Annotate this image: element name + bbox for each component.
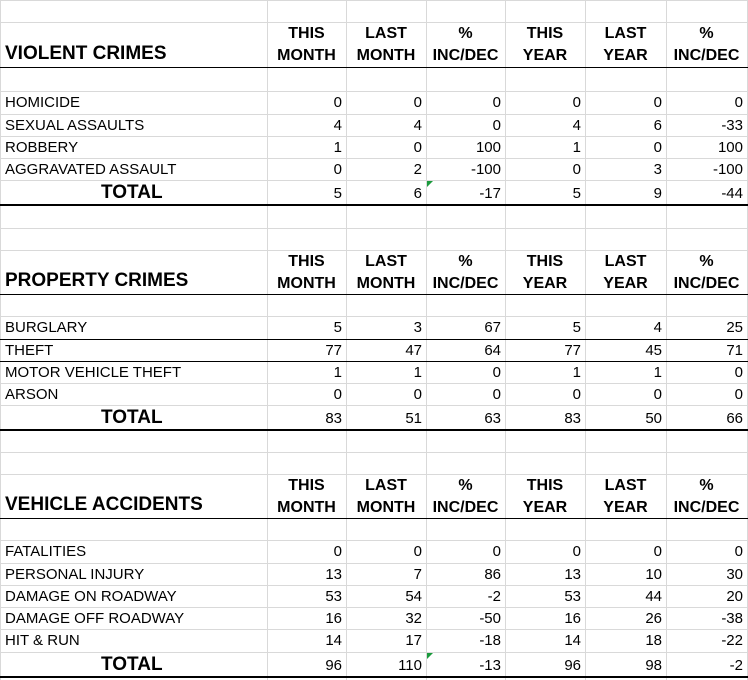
cell-value[interactable]: 0	[492, 94, 501, 111]
comment-indicator-icon[interactable]	[427, 181, 433, 187]
column-header-line1: LAST	[365, 477, 407, 494]
row-gridline	[0, 629, 748, 630]
cell-value[interactable]: -100	[470, 161, 501, 178]
cell-value[interactable]: 0	[413, 94, 422, 111]
column-header-line2: INC/DEC	[673, 275, 740, 292]
cell-value[interactable]: 0	[653, 139, 662, 156]
row-gridline	[0, 652, 748, 653]
cell-value[interactable]: 2	[413, 161, 422, 178]
column-header-line1: LAST	[604, 253, 647, 270]
cell-value[interactable]: 4	[572, 117, 581, 134]
cell-value[interactable]: 0	[333, 543, 342, 560]
total-value[interactable]: 50	[645, 410, 662, 427]
cell-value[interactable]: -50	[479, 610, 501, 627]
cell-value[interactable]: 0	[333, 161, 342, 178]
row-gridline	[0, 250, 748, 251]
column-header-line1: THIS	[526, 477, 564, 494]
cell-value[interactable]: 0	[492, 364, 501, 381]
column-header-line1: LAST	[604, 25, 647, 42]
row-label: BURGLARY	[5, 319, 88, 336]
row-gridline	[0, 158, 748, 159]
total-value[interactable]: -44	[721, 185, 743, 202]
section-title: VIOLENT CRIMES	[5, 43, 167, 64]
column-header-line1: %	[458, 477, 473, 494]
row-gridline	[0, 180, 748, 181]
cell-value[interactable]: 0	[413, 543, 422, 560]
row-label: PERSONAL INJURY	[5, 566, 145, 583]
cell-value[interactable]: 32	[405, 610, 422, 627]
column-header-line2: MONTH	[356, 275, 416, 292]
row-gridline	[0, 22, 748, 23]
header-bottom-border	[0, 518, 748, 519]
total-bottom-border	[0, 429, 748, 431]
row-label: AGGRAVATED ASSAULT	[5, 161, 177, 178]
column-header-line1: THIS	[288, 477, 325, 494]
cell-value[interactable]: 1	[333, 139, 342, 156]
cell-value[interactable]: 86	[484, 566, 501, 583]
cell-value[interactable]: 100	[717, 139, 743, 156]
cell-value[interactable]: -33	[721, 117, 743, 134]
cell-value[interactable]: 3	[413, 319, 422, 336]
column-header-line1: LAST	[365, 25, 407, 42]
column-header-line1: %	[458, 25, 473, 42]
row-gridline	[0, 405, 748, 406]
total-value[interactable]: 110	[398, 657, 422, 674]
column-header-line2: MONTH	[277, 275, 336, 292]
column-header-line1: THIS	[526, 253, 564, 270]
cell-value[interactable]: 53	[325, 588, 342, 605]
cell-value[interactable]: 0	[333, 94, 342, 111]
row-label: DAMAGE ON ROADWAY	[5, 588, 177, 605]
column-header-line1: %	[699, 477, 714, 494]
row-label: SEXUAL ASSAULTS	[5, 117, 145, 134]
column-header-line1: LAST	[365, 253, 407, 270]
cell-value[interactable]: 44	[645, 588, 662, 605]
total-label: TOTAL	[101, 182, 163, 203]
row-gridline	[0, 136, 748, 137]
column-header-line2: YEAR	[522, 275, 568, 292]
cell-value[interactable]: 5	[572, 319, 581, 336]
cell-value[interactable]: 47	[405, 342, 422, 359]
row-gridline	[0, 114, 748, 115]
cell-value[interactable]: 20	[726, 588, 743, 605]
row-gridline	[0, 91, 748, 92]
cell-value[interactable]: 18	[645, 632, 662, 649]
row-label: HIT & RUN	[5, 632, 80, 649]
total-value[interactable]: -13	[479, 657, 501, 674]
column-header-line2: YEAR	[522, 47, 568, 64]
column-header-line2: MONTH	[356, 499, 416, 516]
cell-value[interactable]: 54	[405, 588, 422, 605]
total-bottom-border	[0, 204, 748, 206]
row-label: MOTOR VEHICLE THEFT	[5, 364, 182, 381]
cell-value[interactable]: 4	[333, 117, 342, 134]
cell-value[interactable]: 67	[484, 319, 501, 336]
cell-value[interactable]: 0	[333, 386, 342, 403]
cell-value[interactable]: -18	[479, 632, 501, 649]
cell-value[interactable]: 1	[653, 364, 662, 381]
row-label: ROBBERY	[5, 139, 79, 156]
cell-value[interactable]: -38	[721, 610, 743, 627]
total-value[interactable]: 96	[325, 657, 342, 674]
cell-value[interactable]: -100	[712, 161, 743, 178]
cell-value[interactable]: 13	[564, 566, 581, 583]
cell-value[interactable]: 30	[726, 566, 743, 583]
cell-value[interactable]: 0	[734, 386, 743, 403]
cell-value[interactable]: 0	[734, 543, 743, 560]
cell-value[interactable]: 0	[734, 94, 743, 111]
column-header-line1: LAST	[604, 477, 647, 494]
column-gridline	[0, 0, 1, 680]
column-header-line1: THIS	[526, 25, 564, 42]
cell-value[interactable]: 6	[653, 117, 662, 134]
cell-value[interactable]: 0	[653, 386, 662, 403]
cell-value[interactable]: 7	[413, 566, 422, 583]
row-gridline	[0, 383, 748, 384]
cell-value[interactable]: 0	[572, 543, 581, 560]
row-label: HOMICIDE	[5, 94, 80, 111]
cell-value[interactable]: 0	[572, 94, 581, 111]
total-value[interactable]: 6	[413, 185, 422, 202]
row-gridline	[0, 0, 748, 1]
cell-value[interactable]: 25	[726, 319, 743, 336]
row-border	[0, 339, 748, 340]
cell-value[interactable]: 77	[325, 342, 342, 359]
total-value[interactable]: 63	[484, 410, 501, 427]
row-gridline	[0, 474, 748, 475]
column-header-line2: YEAR	[603, 499, 648, 516]
cell-value[interactable]: 1	[572, 139, 581, 156]
row-border	[0, 361, 748, 362]
total-label: TOTAL	[101, 654, 163, 675]
row-label: THEFT	[5, 342, 54, 359]
cell-value[interactable]: 5	[333, 319, 342, 336]
total-value[interactable]: -2	[729, 657, 743, 674]
cell-value[interactable]: 0	[572, 161, 581, 178]
column-header-line2: YEAR	[603, 275, 648, 292]
cell-value[interactable]: 0	[413, 386, 422, 403]
column-header-line2: INC/DEC	[432, 47, 499, 64]
column-header-line1: %	[699, 25, 714, 42]
cell-value[interactable]: 77	[564, 342, 581, 359]
cell-value[interactable]: -2	[487, 588, 501, 605]
row-gridline	[0, 540, 748, 541]
row-label: DAMAGE OFF ROADWAY	[5, 610, 185, 627]
section-title: PROPERTY CRIMES	[5, 270, 189, 291]
cell-value[interactable]: 17	[405, 632, 422, 649]
total-value[interactable]: 98	[645, 657, 662, 674]
section-title: VEHICLE ACCIDENTS	[5, 494, 203, 515]
column-header-line2: YEAR	[522, 499, 568, 516]
column-header-line2: INC/DEC	[432, 275, 499, 292]
cell-value[interactable]: 10	[645, 566, 662, 583]
cell-value[interactable]: 1	[572, 364, 581, 381]
total-label: TOTAL	[101, 407, 163, 428]
row-gridline	[0, 228, 748, 229]
cell-value[interactable]: 64	[484, 342, 501, 359]
header-bottom-border	[0, 67, 748, 68]
column-header-line1: THIS	[288, 25, 325, 42]
row-gridline	[0, 585, 748, 586]
cell-value[interactable]: 0	[492, 543, 501, 560]
cell-value[interactable]: 16	[564, 610, 581, 627]
cell-value[interactable]: 71	[726, 342, 743, 359]
cell-value[interactable]: 16	[325, 610, 342, 627]
column-header-line2: MONTH	[277, 47, 336, 64]
total-value[interactable]: 66	[726, 410, 743, 427]
total-value[interactable]: 83	[564, 410, 581, 427]
cell-value[interactable]: 1	[333, 364, 342, 381]
cell-value[interactable]: 45	[645, 342, 662, 359]
comment-indicator-icon[interactable]	[427, 653, 433, 659]
total-value[interactable]: 5	[333, 185, 342, 202]
total-value[interactable]: 51	[405, 410, 422, 427]
column-header-line1: %	[699, 253, 714, 270]
column-header-line2: MONTH	[356, 47, 416, 64]
cell-value[interactable]: 14	[564, 632, 581, 649]
total-value[interactable]: 5	[572, 185, 581, 202]
cell-value[interactable]: 0	[734, 364, 743, 381]
row-label: FATALITIES	[5, 543, 87, 560]
row-gridline	[0, 607, 748, 608]
column-header-line2: INC/DEC	[673, 47, 740, 64]
cell-value[interactable]: 14	[325, 632, 342, 649]
total-bottom-border	[0, 676, 748, 678]
cell-value[interactable]: 13	[325, 566, 342, 583]
cell-value[interactable]: 53	[564, 588, 581, 605]
cell-value[interactable]: 0	[572, 386, 581, 403]
cell-value[interactable]: 0	[653, 94, 662, 111]
cell-value[interactable]: 4	[653, 319, 662, 336]
cell-value[interactable]: 0	[492, 117, 501, 134]
column-header-line1: %	[458, 253, 473, 270]
row-gridline	[0, 316, 748, 317]
cell-value[interactable]: 0	[413, 139, 422, 156]
cell-value[interactable]: -22	[721, 632, 743, 649]
column-header-line2: INC/DEC	[673, 499, 740, 516]
cell-value[interactable]: 3	[653, 161, 662, 178]
row-gridline	[0, 563, 748, 564]
column-header-line1: THIS	[288, 253, 325, 270]
total-value[interactable]: 96	[564, 657, 581, 674]
cell-value[interactable]: 26	[645, 610, 662, 627]
cell-value[interactable]: 100	[475, 139, 501, 156]
row-gridline	[0, 452, 748, 453]
cell-value[interactable]: 0	[492, 386, 501, 403]
total-value[interactable]: 83	[325, 410, 342, 427]
total-value[interactable]: -17	[479, 185, 501, 202]
total-value[interactable]: 9	[653, 185, 662, 202]
cell-value[interactable]: 1	[413, 364, 422, 381]
column-header-line2: YEAR	[603, 47, 648, 64]
column-header-line2: INC/DEC	[432, 499, 499, 516]
header-bottom-border	[0, 294, 748, 295]
cell-value[interactable]: 4	[413, 117, 422, 134]
column-header-line2: MONTH	[277, 499, 336, 516]
cell-value[interactable]: 0	[653, 543, 662, 560]
row-label: ARSON	[5, 386, 59, 403]
